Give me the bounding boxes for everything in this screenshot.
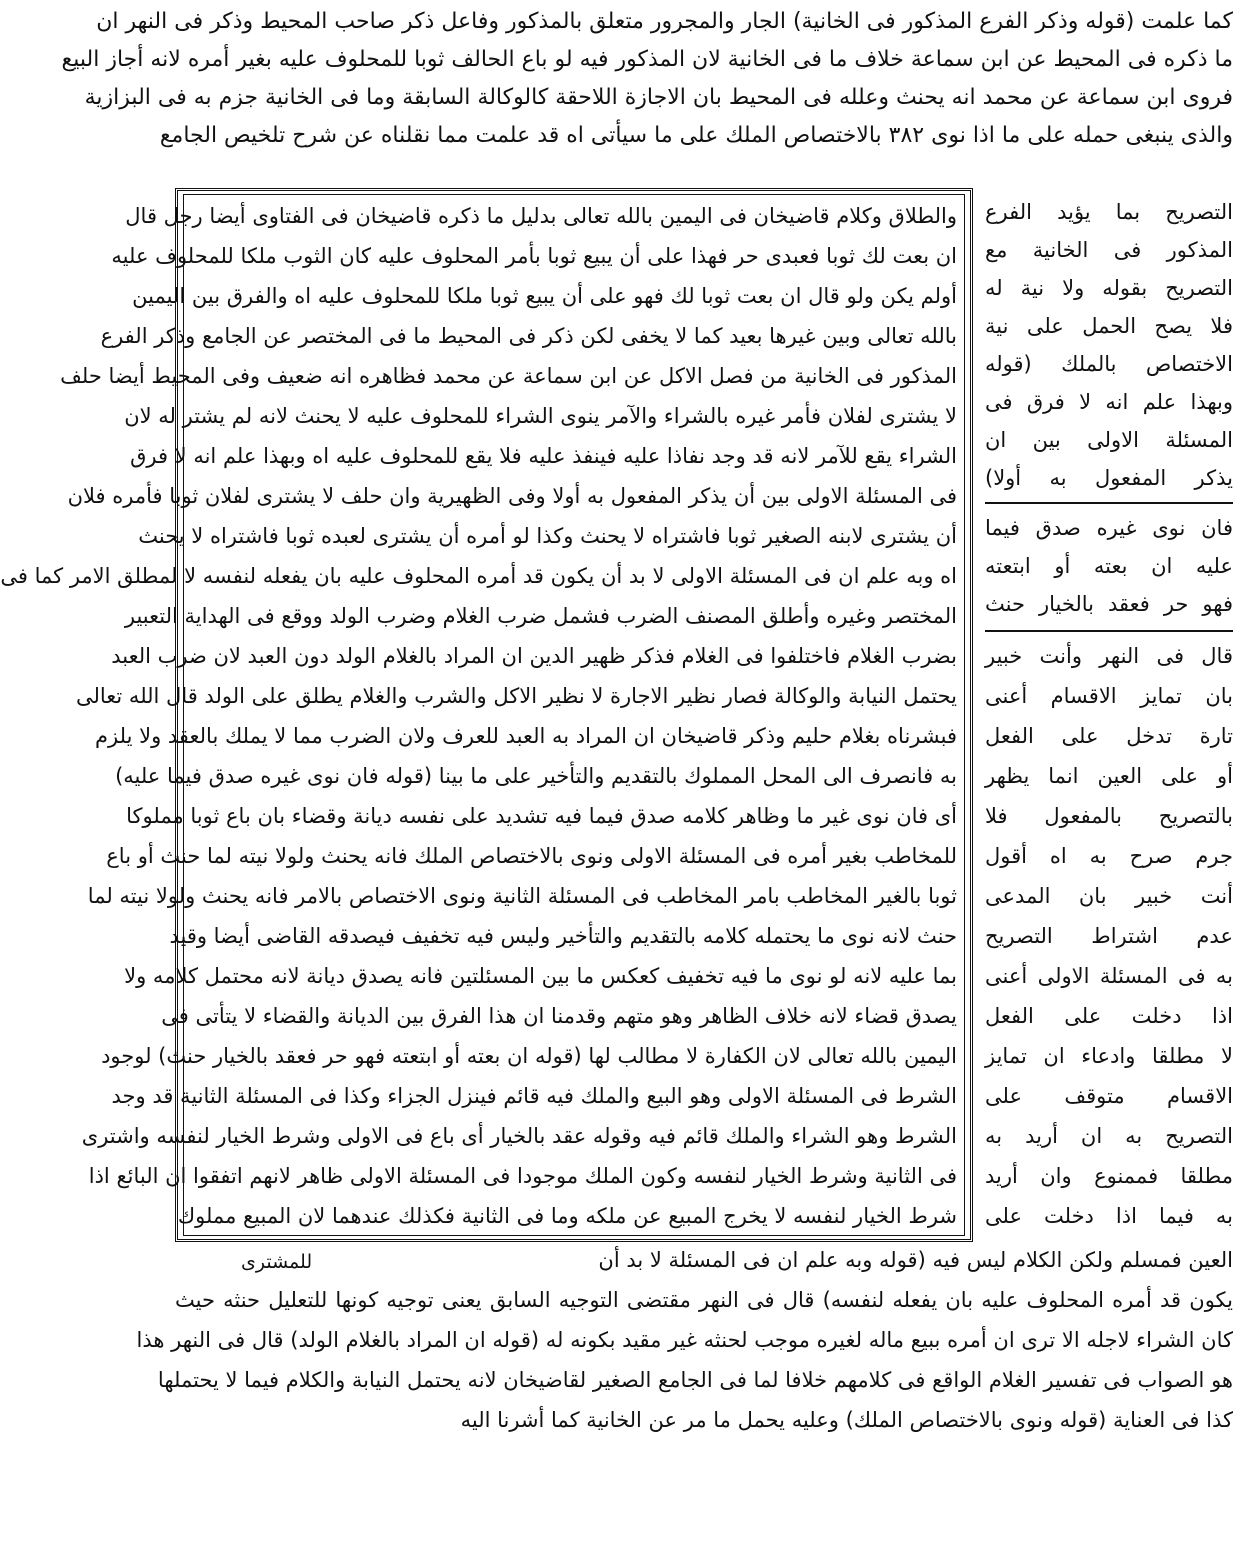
margin-line: المسئلة الاولى بين ان — [985, 428, 1233, 452]
text-line: كما علمت (قوله وذكر الفرع المذكور فى الخانية) الجار والمجرور متعلق بالمذكور وفاعل ذكر صاحب المحيط وذكر فى النهر ان — [96, 9, 1233, 34]
text-line: كان الشراء لاجله الا ترى ان أمره ببيع ماله لغيره موجب لحنثه غير مقيد بكونه له (قوله ان المراد بالغلام الولد) قال فى النهر هذا — [136, 1328, 1233, 1352]
margin-line: أنت خبير بان المدعى — [985, 884, 1233, 908]
text-line: المذكور فى الخانية من فصل الاكل عن ابن سماعة عن محمد فظاهره انه ضعيف وفى المحيط أيضا حلف — [60, 364, 957, 388]
text-line: شرط الخيار لنفسه لا يخرج المبيع عن ملكه وما فى الثانية فكذلك عندهما لان المبيع مملوك — [177, 1204, 957, 1228]
text-line: به فانصرف الى المحل المملوك بالتقديم والتأخير على ما بينا (قوله فان نوى غيره صدق فيما عليه) — [115, 764, 957, 788]
margin-line: به فيما اذا دخلت على — [985, 1204, 1233, 1228]
text-line: أولم يكن ولو قال ان بعت ثوبا لك فهو على أن يبيع ثوبا ملكا للمحلوف عليه اه والفرق بين اليمين — [132, 284, 957, 308]
text-line: المختصر وغيره وأطلق المصنف الضرب فشمل ضرب الغلام وضرب الولد ووقع فى الهداية التعبير — [124, 604, 957, 628]
text-line: الشراء يقع للآمر لانه قد وجد نفاذا عليه فينفذ عليه فلا يقع للمحلوف عليه اه وبهذا علم انه لا فرق — [130, 444, 957, 468]
text-line: يصدق قضاء لانه خلاف الظاهر وهو متهم وقدمنا ان هذا الفرق بين الديانة والقضاء لا يتأتى فى — [161, 1004, 957, 1028]
margin-line: وبهذا علم انه لا فرق فى — [985, 390, 1233, 414]
text-line: الشرط فى المسئلة الاولى وهو البيع والملك فيه قائم فينزل الجزاء وكذا فى المسئلة الثانية قد وجد — [111, 1084, 957, 1108]
margin-divider — [985, 630, 1233, 632]
margin-line: التصريح به ان أريد به — [985, 1124, 1233, 1148]
margin-divider — [985, 502, 1233, 504]
margin-line: عليه ان بعته أو ابتعته — [985, 554, 1233, 578]
text-line: اليمين بالله تعالى لان الكفارة لا مطالب لها (قوله ان بعته أو ابتعته فهو حر فعقد بالخيار حنث) لوجود — [101, 1044, 957, 1068]
margin-line: قال فى النهر وأنت خبير — [985, 644, 1233, 668]
margin-line: به فى المسئلة الاولى أعنى — [985, 964, 1233, 988]
margin-line: المذكور فى الخانية مع — [985, 238, 1233, 262]
text-line: فروى ابن سماعة عن محمد انه يحنث وعلله فى المحيط بان الاجازة اللاحقة كالوكالة السابقة وما فى الخانية جزم به فى البزازية — [84, 85, 1233, 110]
margin-line: جرم صرح به اه أقول — [985, 844, 1233, 868]
text-line: لا يشترى لفلان فأمر غيره بالشراء والآمر ينوى الشراء للمحلوف عليه لا يحنث لانه لم يشتر له لان — [124, 404, 957, 428]
margin-line: مطلقا فممنوع وان أريد — [985, 1164, 1233, 1188]
margin-line: الاقسام متوقف على — [985, 1084, 1233, 1108]
text-line: هو الصواب فى تفسير الغلام الواقع فى كلامهم خلافا لما فى الجامع الصغير لقاضيخان لانه يحتمل النيابة والكلام فيما لا يحتملها — [157, 1368, 1233, 1392]
margin-line: فهو حر فعقد بالخيار حنث — [985, 592, 1233, 616]
catchword: للمشترى — [241, 1251, 313, 1273]
text-line: كذا فى العناية (قوله ونوى بالاختصاص الملك) وعليه يحمل ما مر عن الخانية كما أشرنا اليه — [460, 1408, 1233, 1432]
text-line: فى الثانية وشرط الخيار لنفسه وكون الملك موجودا فى المسئلة الاولى ظاهر لانهم اتفقوا ان البائع اذا — [88, 1164, 957, 1188]
margin-line: التصريح بما يؤيد الفرع — [985, 200, 1233, 224]
text-line: العين فمسلم ولكن الكلام ليس فيه (قوله وبه علم ان فى المسئلة لا بد أن — [598, 1248, 1233, 1272]
text-line: بالله تعالى وبين غيرها بعيد كما لا يخفى لكن ذكر فى المحيط ما فى المختصر عن الجامع وذكر الفرع — [100, 324, 957, 348]
text-line: فبشرناه بغلام حليم وذكر قاضيخان ان المراد به العبد للعرف ولان الضرب مما لا يملك بالعقد ولا يلزم — [95, 724, 957, 748]
text-line: بضرب الغلام فاختلفوا فى الغلام فذكر ظهير الدين ان المراد بالغلام الولد دون العبد لان ضرب العبد — [111, 644, 957, 668]
margin-line: الاختصاص بالملك (قوله — [985, 352, 1233, 376]
margin-line: فان نوى غيره صدق فيما — [985, 516, 1233, 540]
margin-line: تارة تدخل على الفعل — [985, 724, 1233, 748]
text-line: يحتمل النيابة والوكالة فصار نظير الاجارة لا نظير الاكل والشرب والغلام يطلق على الولد قال الله تعالى — [75, 684, 957, 708]
text-line: يكون قد أمره المحلوف عليه بان يفعله لنفسه) قال فى النهر مقتضى التوجيه السابق يعنى توجيه كونها للتعليل حنثه حيث — [175, 1288, 1233, 1312]
text-line: ما ذكره فى المحيط عن ابن سماعة خلاف ما فى الخانية لان المذكور فيه لو باع الحالف ثوبا للمحلوف عليه بغير أمره لانه أجاز البيع — [61, 47, 1233, 72]
margin-line: لا مطلقا وادعاء ان تمايز — [985, 1044, 1233, 1068]
margin-line: أو على العين انما يظهر — [985, 764, 1233, 788]
text-line: ان بعت لك ثوبا فعبدى حر فهذا على أن يبيع ثوبا بأمر المحلوف عليه كان الثوب ملكا للمحلوف عليه — [111, 244, 957, 268]
margin-line: فلا يصح الحمل على نية — [985, 314, 1233, 338]
margin-line: عدم اشتراط التصريح — [985, 924, 1233, 948]
margin-line: اذا دخلت على الفعل — [985, 1004, 1233, 1028]
margin-line: يذكر المفعول به أولا) — [985, 466, 1233, 490]
text-line: والطلاق وكلام قاضيخان فى اليمين بالله تعالى بدليل ما ذكره قاضيخان فى الفتاوى أيضا رجل قال — [125, 204, 957, 228]
text-line: ثوبا بالغير المخاطب بامر المخاطب فى المسئلة الثانية ونوى الاختصاص بالامر فانه يحنث ولولا نيته لما — [87, 884, 957, 908]
text-line: أن يشترى لابنه الصغير ثوبا فاشتراه لا يحنث وكذا لو أمره أن يشترى لعبده ثوبا فاشتراه لا يحنث — [138, 524, 957, 548]
margin-line: بالتصريح بالمفعول فلا — [985, 804, 1233, 828]
text-line: حنث لانه نوى ما يحتمله كلامه بالتقديم والتأخير وليس فيه تخفيف فيصدقه القاضى أيضا وقيد — [169, 924, 957, 948]
margin-line: التصريح بقوله ولا نية له — [985, 276, 1233, 300]
text-line: اه وبه علم ان فى المسئلة الاولى لا بد أن يكون قد أمره المحلوف عليه بان يفعله لنفسه لا لمطلق الامر كما فى — [0, 564, 957, 588]
text-line: الشرط وهو الشراء والملك قائم فيه وقوله عقد بالخيار أى باع فى الاولى وشرط الخيار لنفسه واشترى — [81, 1124, 957, 1148]
text-line: للمخاطب بغير أمره فى المسئلة الاولى ونوى بالاختصاص الملك فانه يحنث ولولا نيته لما حنث أو باع — [106, 844, 957, 868]
text-line: فى المسئلة الاولى بين أن يذكر المفعول به أولا وفى الظهيرية وان حلف لا يشترى لفلان ثوبا فأمره فلان — [67, 484, 957, 508]
text-line: أى فان نوى غير ما وظاهر كلامه صدق فيما فيه تشديد على نفسه ديانة وقضاء بان باع ثوبا مملوكا — [126, 804, 957, 828]
margin-line: بان تمايز الاقسام أعنى — [985, 684, 1233, 708]
text-line: بما عليه لانه لو نوى ما فيه تخفيف كعكس ما بين المسئلتين فانه يصدق ديانة لانه محتمل كلامه ولا — [124, 964, 957, 988]
text-line: والذى ينبغى حمله على ما اذا نوى ٣٨٢ بالاختصاص الملك على ما سيأتى اه قد علمت مما نقلناه عن شرح تلخيص الجامع — [159, 123, 1233, 148]
